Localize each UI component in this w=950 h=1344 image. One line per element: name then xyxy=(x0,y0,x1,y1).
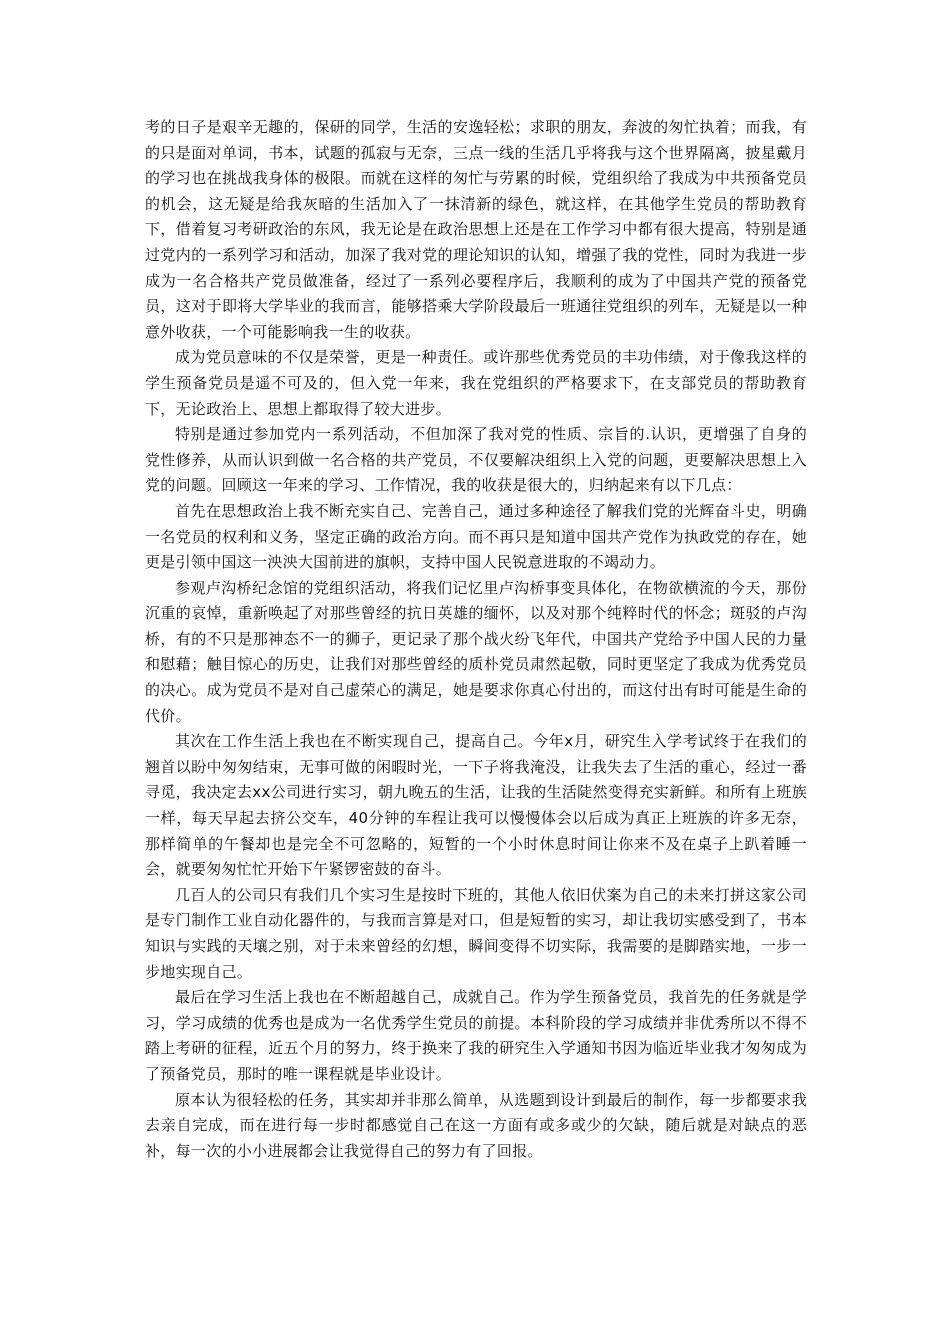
paragraph-4: 首先在思想政治上我不断充实自己、完善自己，通过多种途径了解我们党的光辉奋斗史，明确一名党员的权利和义务，坚定正确的政治方向。而不再只是知道中国共产党作为执政党的存在，她更是引领中国这一泱泱大国前进的旗帜，支持中国人民锐意进取的不竭动力。 xyxy=(145,501,807,572)
document-body xyxy=(145,115,807,1164)
paragraph-9: 原本认为很轻松的任务，其实却并非那么简单，从选题到设计到最后的制作，每一步都要求我去亲自完成，而在进行每一步时都感觉自己在这一方面有或多或少的欠缺，随后就是对缺点的恶补，每一次的小小进展都会让我觉得自己的努力有了回报。 xyxy=(145,1090,807,1160)
paragraph-3: 特别是通过参加党内一系列活动，不但加深了我对党的性质、宗旨的.认识，更增强了自身的党性修养，从而认识到做一名合格的共产党员，不仅要解决组织上入党的问题，更要解决思想上入党的问题。回顾这一年来的学习、工作情况，我的收获是很大的，归纳起来有以下几点： xyxy=(145,425,807,495)
paragraph-8: 最后在学习生活上我也在不断超越自己，成就自己。作为学生预备党员，我首先的任务就是学习，学习成绩的优秀也是成为一名优秀学生党员的前提。本科阶段的学习成绩并非优秀所以不得不踏上考研的征程，近五个月的努力，终于换来了我的研究生入学通知书因为临近毕业我才匆匆成为了预备党员，那时的唯一课程就是毕业设计。 xyxy=(145,988,807,1083)
paragraph-5: 参观卢沟桥纪念馆的党组织活动，将我们记忆里卢沟桥事变具体化，在物欲横流的今天，那份沉重的哀悼，重新唤起了对那些曾经的抗日英雄的缅怀，以及对那个纯粹时代的怀念；斑驳的卢沟桥，有的不只是那神态不一的狮子，更记录了那个战火纷飞年代，中国共产党给予中国人民的力量和慰藉；触目惊心的历史，让我们对那些曾经的质朴党员肃然起敬，同时更坚定了我成为优秀党员的决心。成为党员不是对自己虚荣心的满足，她是要求你真心付出的，而这付出有时可能是生命的代价。 xyxy=(145,578,807,725)
paragraph-1: 考的日子是艰辛无趣的，保研的同学，生活的安逸轻松；求职的朋友，奔波的匆忙执着；而我，有的只是面对单词，书本，试题的孤寂与无奈，三点一线的生活几乎将我与这个世界隔离，披星戴月的学习也在挑战我身体的极限。而就在这样的匆忙与劳累的时候，党组织给了我成为中共预备党员的机会，这无疑是给我灰暗的生活加入了一抹清新的绿色，就这样，在其他学生党员的帮助教育下，借着复习考研政治的东风，我无论是在政治思想上还是在工作学习中都有很大提高，特别是通过党内的一系列学习和活动，加深了我对党的理论知识的认知，增强了我的党性，同时为我进一步成为一名合格共产党员做准备，经过了一系列必要程序后，我顺利的成为了中国共产党的预备党员，这对于即将大学毕业的我而言，能够搭乘大学阶段最后一班通往党组织的列车，无疑是以一种意外收获，一个可能影响我一生的收获。 xyxy=(145,118,807,341)
paragraph-2: 成为党员意味的不仅是荣誉，更是一种责任。或许那些优秀党员的丰功伟绩，对于像我这样的学生预备党员是遥不可及的，但入党一年来，我在党组织的严格要求下，在支部党员的帮助教育下，无论政治上、思想上都取得了较大进步。 xyxy=(145,348,807,418)
paragraph-7: 几百人的公司只有我们几个实习生是按时下班的，其他人依旧伏案为自己的未来打拼这家公司是专门制作工业自动化器件的，与我而言算是对口，但是短暂的实习，却让我切实感受到了，书本知识与实践的天壤之别，对于未来曾经的幻想，瞬间变得不切实际，我需要的是脚踏实地，一步一步地实现自己。 xyxy=(145,885,807,981)
paragraph-6: 其次在工作生活上我也在不断实现自己，提高自己。今年x月，研究生入学考试终于在我们的翘首以盼中匆匆结束，无事可做的闲暇时光，一下子将我淹没，让我失去了生活的重心，经过一番寻觅，我决定去xx公司进行实习，朝九晚五的生活，让我的生活陡然变得充实新鲜。和所有上班族一样，每天早起去挤公交车，40分钟的车程让我可以慢慢体会以后成为真正上班族的许多无奈，那样简单的午餐却也是完全不可忽略的，短暂的一个小时休息时间让你来不及在桌子上趴着睡一会，就要匆匆忙忙开始下午紧锣密鼓的奋斗。 xyxy=(145,732,807,879)
